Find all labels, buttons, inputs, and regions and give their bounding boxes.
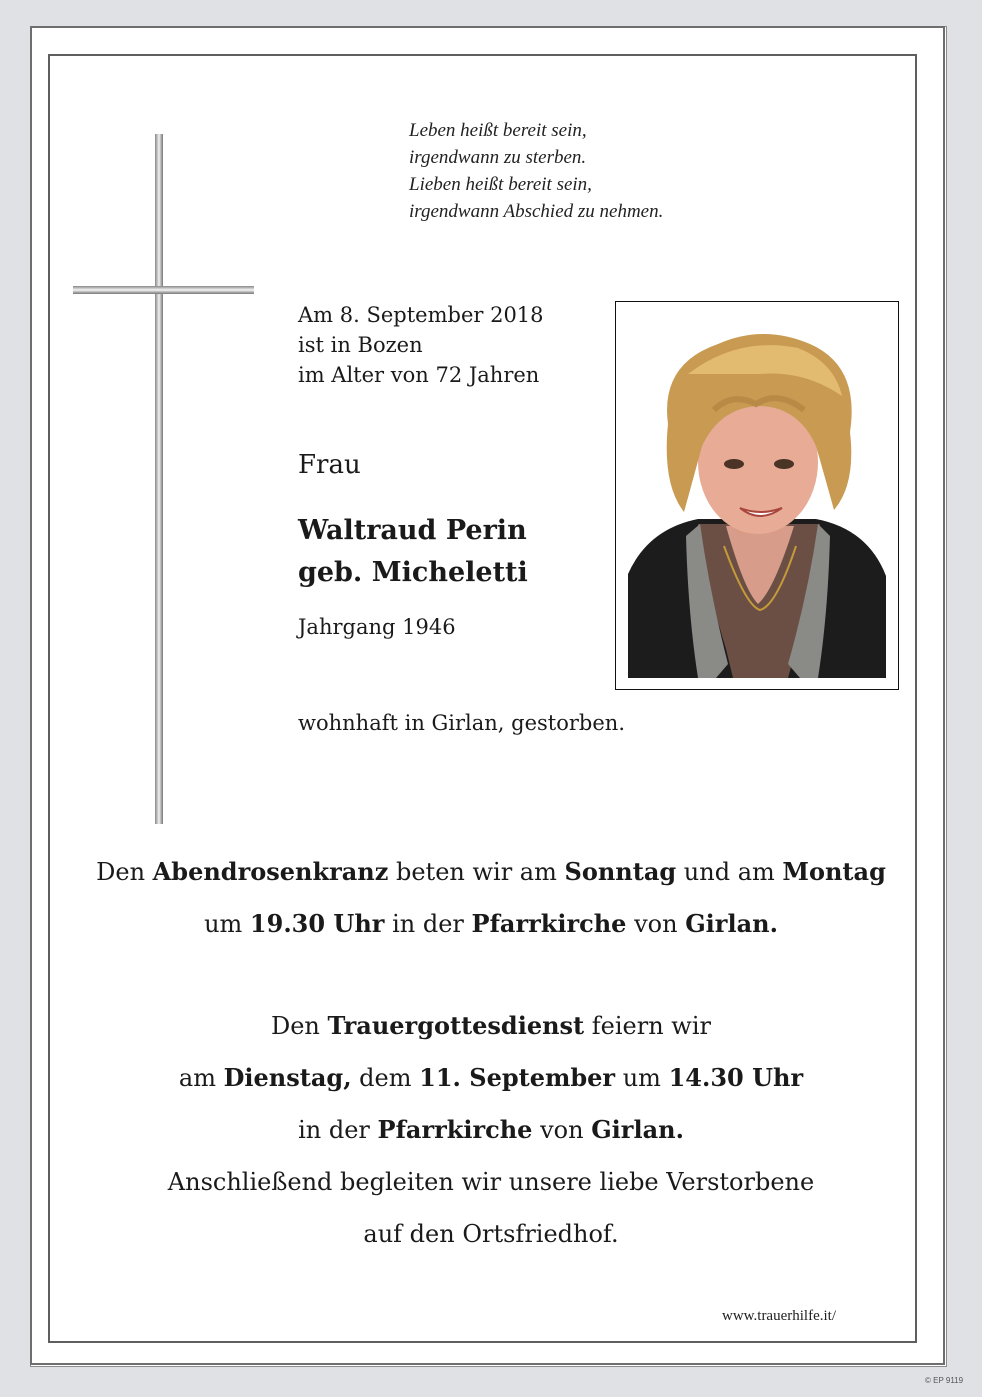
quote-line: irgendwann zu sterben. <box>409 147 587 168</box>
quote-line: irgendwann Abschied zu nehmen. <box>409 201 664 222</box>
funeral-line-5: auf den Ortsfriedhof. <box>363 1220 619 1248</box>
intro-line: im Alter von 72 Jahren <box>298 363 540 387</box>
rosary-church: Pfarrkirche <box>471 909 627 938</box>
rosary-line-2 <box>58 898 924 950</box>
portrait-photo <box>628 314 886 678</box>
intro-line: ist in Bozen <box>298 333 423 357</box>
text-segment: am <box>178 1064 224 1092</box>
birth-year: Jahrgang 1946 <box>298 615 456 639</box>
text-segment: feiern wir <box>584 1012 711 1040</box>
text-segment: Den <box>270 1012 328 1040</box>
residence-line: wohnhaft in Girlan, gestorben. <box>298 711 625 735</box>
text-segment: beten wir am <box>388 858 565 886</box>
text-segment: von <box>532 1116 592 1144</box>
rosary-line-1 <box>58 846 924 898</box>
rosary-time: 19.30 Uhr <box>249 909 385 938</box>
quote-line: Lieben heißt bereit sein, <box>409 174 592 195</box>
rosary-village: Girlan. <box>685 909 778 938</box>
rosary-day-monday: Montag <box>782 857 886 886</box>
text-segment: und am <box>676 858 783 886</box>
death-announcement <box>298 300 544 390</box>
portrait-frame <box>615 301 899 690</box>
cross-vertical-bar <box>155 134 163 824</box>
funeral-line-1 <box>58 1000 924 1052</box>
text-segment: in der <box>384 910 472 938</box>
deceased-title: Frau <box>298 450 361 480</box>
funeral-service-announcement <box>58 1000 924 1260</box>
text-segment: von <box>626 910 686 938</box>
funeral-village: Girlan. <box>591 1115 684 1144</box>
funeral-date: 11. September <box>419 1063 616 1092</box>
print-code: © EP 9119 <box>925 1376 964 1385</box>
rosary-label: Abendrosenkranz <box>152 857 389 886</box>
rosary-announcement <box>58 846 924 950</box>
funeral-line-4: Anschließend begleiten wir unsere liebe Verstorbene <box>167 1168 815 1196</box>
text-segment: um <box>615 1064 669 1092</box>
deceased-name: Waltraud Perin <box>298 515 527 546</box>
text-segment: dem <box>351 1064 420 1092</box>
website-link[interactable]: www.trauerhilfe.it/ <box>722 1308 836 1324</box>
rosary-day-sunday: Sonntag <box>564 857 677 886</box>
text-segment: um <box>204 910 250 938</box>
funeral-church: Pfarrkirche <box>377 1115 533 1144</box>
funeral-service-label: Trauergottesdienst <box>327 1011 585 1040</box>
deceased-maiden-name: geb. Micheletti <box>298 557 528 588</box>
text-segment: Den <box>96 858 153 886</box>
funeral-day: Dienstag, <box>223 1063 352 1092</box>
deceased-name-block <box>298 510 528 594</box>
text-segment: in der <box>298 1116 378 1144</box>
intro-line: Am 8. September 2018 <box>298 303 544 327</box>
quote-line: Leben heißt bereit sein, <box>409 120 587 141</box>
funeral-line-2 <box>58 1052 924 1104</box>
memorial-quote <box>409 117 829 225</box>
cross-horizontal-bar <box>73 286 254 294</box>
funeral-line-3 <box>58 1104 924 1156</box>
funeral-time: 14.30 Uhr <box>668 1063 804 1092</box>
